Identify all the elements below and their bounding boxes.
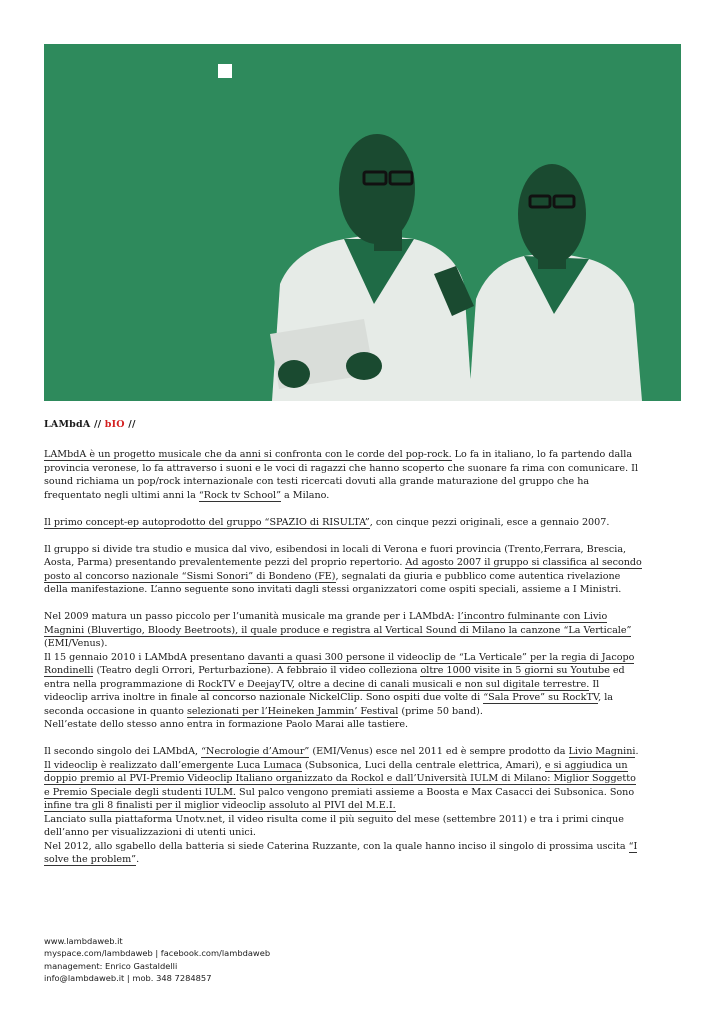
two-figures-illustration xyxy=(44,44,681,401)
management-line: management: Enrico Gastaldelli xyxy=(44,960,178,971)
paragraph-first-ep: Il primo concept-ep autoprodotto del gruppo “SPAZIO di RISULTA”, con cinque pezzi originali, esce a gennaio 2007. xyxy=(44,516,610,528)
paragraph-live: Il gruppo si divide tra studio e musica dal vivo, esibendosi in locali di Verona e fuori provincia (Trento,Ferrara, Brescia, Aosta, Parma) presentando prevalentemente pezzi del proprio repertorio. Ad agosto 2007 il gruppo si classifica al secondo posto al concorso nazionale “Sismi Sonori” di Bondeno (FE), segnalati da giuria e pubblico come autentica rivelazione della manifestazione. L’anno seguente sono invitati dagli stessi organizzatori come ospiti speciali, assieme a I Ministri. xyxy=(44,543,642,595)
contacts-block xyxy=(44,935,270,984)
bio-heading: LAMbdA // bIO // xyxy=(44,419,136,430)
paragraph-second-single: Il secondo singolo dei LAMbdA, “Necrologie d’Amour” (EMI/Venus) esce nel 2011 ed è sempre prodotto da Livio Magnini. Il videoclip è realizzato dall’emergente Luca Lumaca (Subsonica, Luci della centrale elettrica, Amari), e si aggiudica un doppio premio al PVI-Premio Videoclip Italiano organizzato da Rockol e dall’Università IULM di Milano: Miglior Soggetto e Premio Speciale degli studenti IULM. Sul palco vengono premiati assieme a Boosta e Max Casacci dei Subsonica. Sono infine tra gli 8 finalisti per il miglior videoclip assoluto al PIVI del M.E.I. Lanciato sulla piattaforma Unotv.net, il video risulta come il più seguito del mese (settembre 2011) e tra i primi cinque dell’anno per visualizzazioni di utenti unici. Nel 2012, allo sgabello della batteria si siede Caterina Ruzzante, con la quale hanno inciso il singolo di prossima uscita “I solve the problem”. xyxy=(44,746,639,865)
paragraph-2009-2010: Nel 2009 matura un passo piccolo per l’umanità musicale ma grande per i LAMbdA: l’incontro fulminante con Livio Magnini (Bluvertigo, Bloody Beetroots), il quale produce e registra al Vertical Sound di Milano la canzone “La Verticale” (EMI/Venus). Il 15 gennaio 2010 i LAMbdA presentano davanti a quasi 300 persone il videoclip de “La Verticale” per la regia di Jacopo Rondinelli (Teatro degli Orrori, Perturbazione). A febbraio il video colleziona oltre 1000 visite in 5 giorni su Youtube ed entra nella programmazione di RockTV e DeejayTV, oltre a decine di canali musicali e non sul digitale terrestre. Il videoclip arriva inoltre in finale al concorso nazionale NickelClip. Sono ospiti due volte di “Sala Prove” su RockTV, la seconda occasione in quanto selezionati per l’Heineken Jammin’ Festival (prime 50 band). Nell’estate dello stesso anno entra in formazione Paolo Marai alle tastiere. xyxy=(44,611,635,730)
website-link[interactable]: www.lambdaweb.it xyxy=(44,936,123,946)
paragraph-intro: LAMbdA è un progetto musicale che da anni si confronta con le corde del pop-rock. Lo fa in italiano, lo fa partendo dalla provincia veronese, lo fa attraverso i suoni e le voci di ragazzi che hanno scoperto che suonare fa rima con comunicare. Il sound richiama un pop/rock internazionale con testi ricercati dovuti alla grande maturazione del gruppo che ha frequentato negli ultimi anni la “Rock tv School” a Milano. xyxy=(44,449,639,501)
contact-line[interactable]: info@lambdaweb.it | mob. 348 7284857 xyxy=(44,972,212,983)
social-links[interactable]: myspace.com/lambdaweb | facebook.com/lambdaweb xyxy=(44,948,271,959)
band-photo xyxy=(44,44,681,401)
bio-text xyxy=(44,448,644,880)
bio-label: bIO xyxy=(104,419,125,430)
